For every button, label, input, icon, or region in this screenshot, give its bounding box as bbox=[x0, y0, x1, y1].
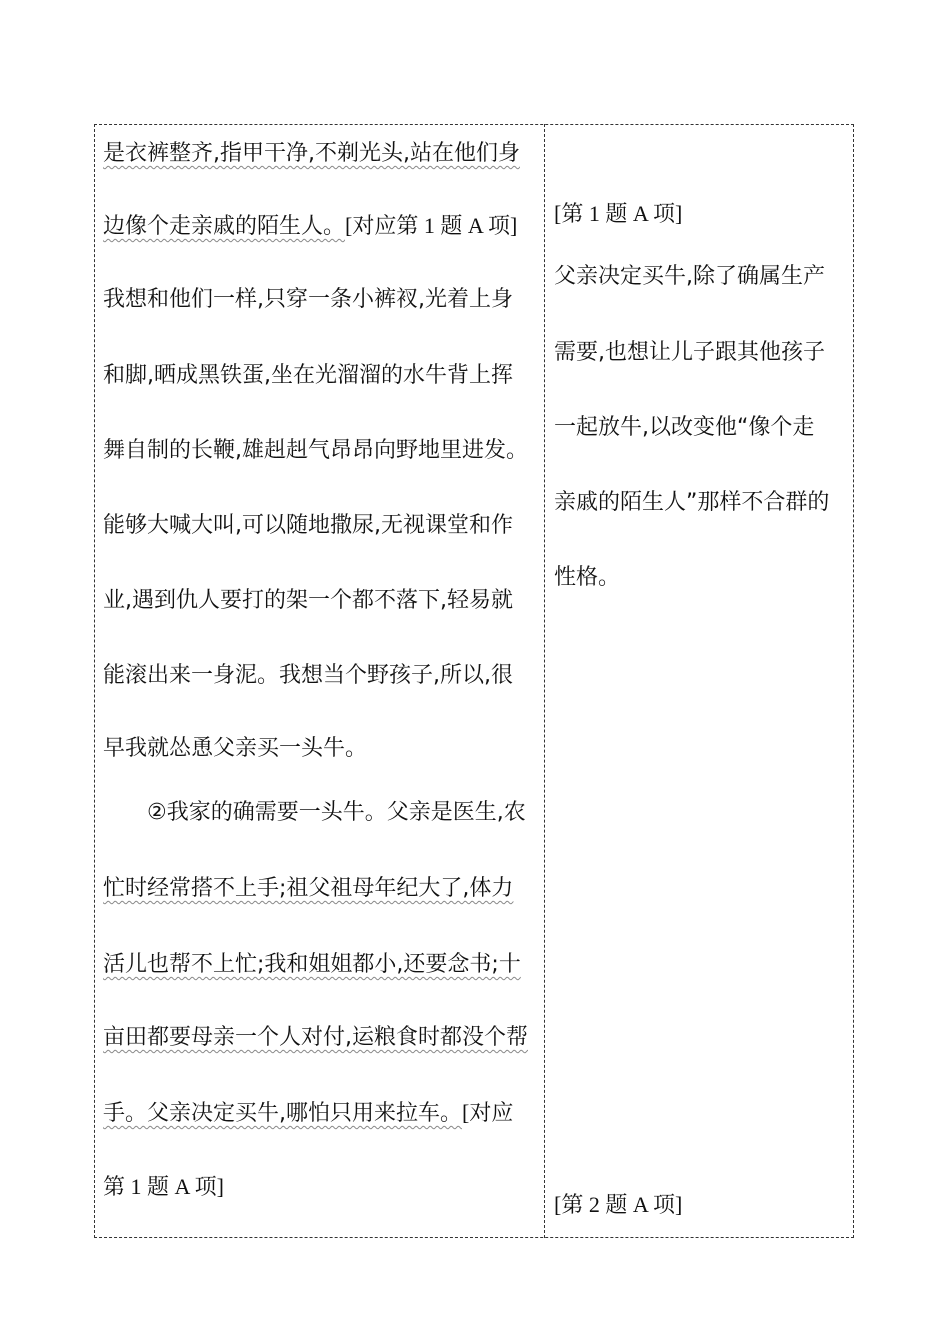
annotation-line: 需要,也想让儿子跟其他孩子 bbox=[554, 340, 825, 365]
passage-line bbox=[103, 586, 513, 616]
passage-line bbox=[103, 361, 513, 391]
annotation-line: 父亲决定买牛,除了确属生产 bbox=[554, 264, 825, 289]
passage-text: [对应 bbox=[462, 1100, 514, 1125]
passage-text: 能够大喊大叫,可以随地撒尿,无视课堂和作 bbox=[103, 513, 513, 538]
passage-text: ②我家的确需要一头牛。父亲是医生,农 bbox=[103, 800, 526, 825]
underlined-text: 手。父亲决定买牛,哪怕只用来拉车。 bbox=[103, 1101, 462, 1126]
passage-line bbox=[103, 661, 513, 691]
passage-text: 舞自制的长鞭,雄赳赳气昂昂向野地里进发。 bbox=[103, 438, 528, 463]
passage-text: 业,遇到仇人要打的架一个都不落下,轻易就 bbox=[103, 588, 513, 613]
underlined-text: 活儿也帮不上忙;我和姐姐都小,还要念书;十 bbox=[103, 952, 521, 977]
annotation-line: 亲戚的陌生人”那样不合群的 bbox=[554, 490, 830, 515]
underlined-text: 亩田都要母亲一个人对付,运粮食时都没个帮 bbox=[103, 1025, 528, 1050]
underlined-text: 忙时经常搭不上手;祖父祖母年纪大了,体力 bbox=[103, 876, 514, 901]
passage-line bbox=[103, 734, 367, 764]
annotation-line: 一起放牛,以改变他“像个走 bbox=[554, 415, 815, 440]
passage-line bbox=[103, 139, 520, 169]
underlined-text: 是衣裤整齐,指甲干净,不剃光头,站在他们身 bbox=[103, 141, 520, 166]
passage-text: 第 1 题 A 项] bbox=[103, 1174, 225, 1199]
passage-text: 早我就怂恿父亲买一头牛。 bbox=[103, 736, 368, 761]
passage-line bbox=[103, 511, 513, 541]
passage-line bbox=[103, 1098, 513, 1129]
passage-line bbox=[103, 950, 521, 980]
annotation-ref-1: [第 1 题 A 项] bbox=[554, 201, 683, 226]
passage-text: 和脚,晒成黑铁蛋,坐在光溜溜的水牛背上挥 bbox=[103, 363, 513, 388]
passage-line bbox=[103, 874, 513, 904]
passage-line bbox=[103, 211, 517, 242]
passage-text: [对应第 1 题 A 项] bbox=[345, 213, 518, 238]
passage-line bbox=[103, 1172, 224, 1203]
passage-text: 能滚出来一身泥。我想当个野孩子,所以,很 bbox=[103, 663, 513, 688]
passage-line bbox=[103, 285, 513, 315]
passage-line bbox=[103, 1023, 528, 1053]
passage-text: 我想和他们一样,只穿一条小裤衩,光着上身 bbox=[103, 287, 513, 312]
column-divider bbox=[544, 124, 545, 1238]
passage-line bbox=[103, 798, 526, 828]
underlined-text: 边像个走亲戚的陌生人。 bbox=[103, 214, 346, 239]
passage-line bbox=[103, 436, 528, 466]
annotation-line: 性格。 bbox=[554, 565, 621, 590]
annotation-ref-2: [第 2 题 A 项] bbox=[554, 1192, 683, 1217]
